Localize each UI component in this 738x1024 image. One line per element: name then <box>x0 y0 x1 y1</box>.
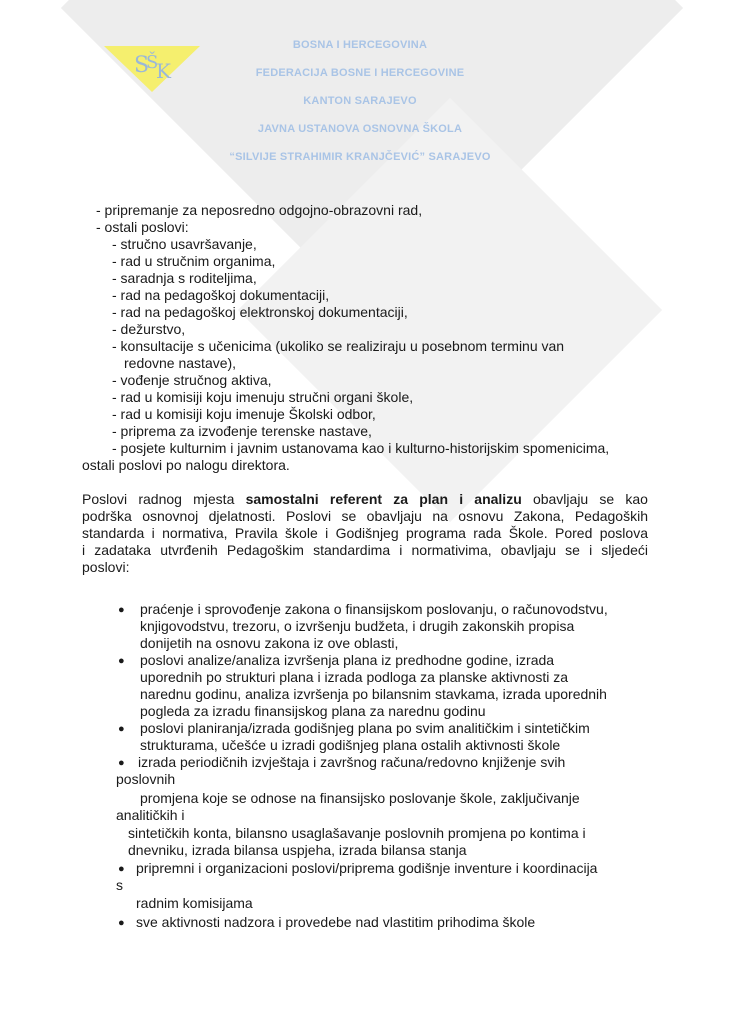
svg-text:K: K <box>156 59 171 83</box>
list-item: - saradnja s roditeljima, <box>112 270 257 286</box>
list-item-continuation: ostali poslovi po nalogu direktora. <box>82 457 290 473</box>
bullet-item-continuation: uporednih po strukturi plana i izrada podloga za planske aktivnosti za <box>140 669 569 685</box>
header-line-country: BOSNA I HERCEGOVINA <box>292 39 428 51</box>
bullet-item: sve aktivnosti nadzora i provedebe nad vlastitim prihodima škole <box>136 914 536 930</box>
school-logo <box>104 42 200 94</box>
bullet-item-continuation: promjena koje se odnose na finansijsko poslovanje škole, zaključivanje <box>140 790 580 806</box>
list-item: - stručno usavršavanje, <box>112 236 257 252</box>
bullet-item: praćenje i sprovođenje zakona o finansijskom poslovanju, o računovodstvu, <box>140 601 608 617</box>
list-item: - ostali poslovi: <box>96 219 189 235</box>
list-item: - posjete kulturnim i javnim ustanovama kao i kulturno-historijskim spomenicima, <box>112 440 610 456</box>
list-item: - rad u stručnim organima, <box>112 253 276 269</box>
list-item: - vođenje stručnog aktiva, <box>112 372 272 388</box>
bullet-item-continuation: dnevniku, izrada bilansa uspjeha, izrada bilansa stanja <box>128 842 467 858</box>
paragraph-line: standarda i normativa, Pravila škole i Godišnjeg programa rada Škole. Pored poslova <box>82 525 648 541</box>
list-item: - rad na pedagoškoj dokumentaciji, <box>112 287 330 303</box>
bullet-item-continuation: narednu godinu, analiza izvršenja po bilansnim stavkama, izrada uporednih <box>140 686 607 702</box>
bullet-item-continuation: radnim komisijama <box>136 895 253 911</box>
paragraph-line: i zadataka utvrđenih Pedagoškim standardima i normativima, obavljaju se i sljedeći <box>82 542 648 558</box>
list-item: - dežurstvo, <box>112 321 186 337</box>
bullet-item-continuation: s <box>116 877 123 893</box>
bullet-item-continuation: poslovnih <box>116 771 176 787</box>
list-item-continuation: redovne nastave), <box>124 355 237 371</box>
list-item: - priprema za izvođenje terenske nastave, <box>112 423 372 439</box>
bullet-icon: ● <box>118 655 125 667</box>
bullet-item-continuation: knjigovodstvu, trezoru, o izvršenju budžeta, i drugih zakonskih propisa <box>140 618 575 634</box>
header-line-school-name: “SILVIJE STRAHIMIR KRANJČEVIĆ” SARAJEVO <box>229 151 491 163</box>
header-line-canton: KANTON SARAJEVO <box>303 95 417 107</box>
bullet-icon: ● <box>118 604 125 616</box>
bullet-icon: ● <box>118 757 125 769</box>
paragraph-line: podrška osnovnoj djelatnosti. Poslovi se obavljaju na osnovu Zakona, Pedagoških <box>82 508 648 524</box>
paragraph-line: poslovi: <box>82 559 130 575</box>
bullet-item-continuation: donijetih na osnovu zakona iz ove oblasti, <box>140 635 399 651</box>
list-item: - rad na pedagoškoj elektronskoj dokumentaciji, <box>112 304 408 320</box>
paragraph-line: Poslovi radnog mjesta samostalni referent za plan i analizu obavljaju se kao <box>82 491 648 507</box>
bullet-icon: ● <box>118 863 125 875</box>
list-item: - konsultacije s učenicima (ukoliko se realiziraju u posebnom terminu van <box>112 338 565 354</box>
list-item: - rad u komisiji koju imenuju stručni organi škole, <box>112 389 414 405</box>
job-title: samostalni referent za plan i analizu <box>245 491 522 507</box>
header-line-institution: JAVNA USTANOVA OSNOVNA ŠKOLA <box>257 123 463 135</box>
svg-text:Š: Š <box>146 52 159 73</box>
school-header <box>200 38 520 178</box>
bullet-item: poslovi analize/analiza izvršenja plana iz predhodne godine, izrada <box>140 652 555 668</box>
list-item: - rad u komisiji koju imenuje Školski odbor, <box>112 406 376 422</box>
header-line-federation: FEDERACIJA BOSNE I HERCEGOVINE <box>255 67 465 79</box>
bullet-icon: ● <box>118 917 125 929</box>
bullet-item-continuation: strukturama, učešće u izradi godišnjeg plana ostalih aktivnosti škole <box>140 737 561 753</box>
bullet-item-continuation: analitičkih i <box>116 807 185 823</box>
bullet-item: poslovi planiranja/izrada godišnjeg plana po svim analitičkim i sintetičkim <box>140 720 590 736</box>
bullet-item-continuation: pogleda za izradu finansijskog plana za narednu godinu <box>140 703 486 719</box>
bullet-item: izrada periodičnih izvještaja i završnog računa/redovno knjiženje svih <box>138 754 566 770</box>
bullet-icon: ● <box>118 723 125 735</box>
bullet-item: pripremni i organizacioni poslovi/priprema godišnje inventure i koordinacija <box>136 860 598 876</box>
svg-text:S: S <box>134 53 150 78</box>
list-item: - pripremanje za neposredno odgojno-obrazovni rad, <box>96 202 423 218</box>
bullet-item-continuation: sintetičkih konta, bilansno usaglašavanje poslovnih promjena po kontima i <box>128 825 586 841</box>
